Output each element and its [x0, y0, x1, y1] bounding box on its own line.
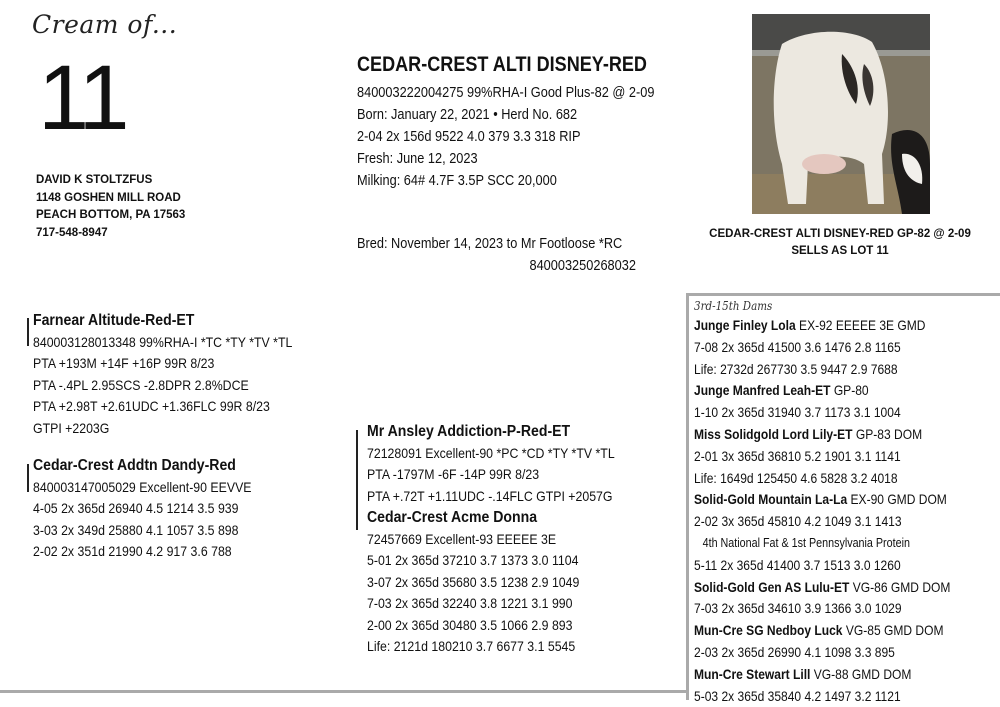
- sire-name: Farnear Altitude-Red-ET: [33, 312, 195, 329]
- granddam-line: 5-01 2x 365d 37210 3.7 1373 3.0 1104: [367, 552, 579, 568]
- bred-sire-id: 840003250268032: [529, 258, 636, 274]
- granddam-line: Life: 2121d 180210 3.7 6677 3.1 5545: [367, 638, 576, 654]
- pedigree-left: [33, 310, 328, 563]
- dam-entry-score: VG-85 GMD DOM: [842, 622, 944, 639]
- spacer: [33, 439, 292, 455]
- sire-line: PTA -.4PL 2.95SCS -2.8DPR 2.8%DCE: [33, 376, 249, 393]
- bred-line: Bred: November 14, 2023 to Mr Footloose *RC: [357, 236, 623, 252]
- animal-name: CEDAR-CREST ALTI DISNEY-RED: [357, 53, 647, 76]
- granddam-line: 2-00 2x 365d 30480 3.5 1066 2.9 893: [367, 616, 573, 633]
- photo-caption-title: CEDAR-CREST ALTI DISNEY-RED GP-82 @ 2-09: [709, 228, 971, 240]
- cow-photo: [752, 14, 930, 214]
- dam-entry-name: [694, 489, 950, 511]
- animal-born: Born: January 22, 2021 • Herd No. 682: [357, 107, 578, 123]
- animal-milking: Milking: 64# 4.7F 3.5P SCC 20,000: [357, 173, 557, 189]
- dam-entry-line: Life: 2732d 267730 3.5 9447 2.9 7688: [694, 360, 898, 377]
- dam-line: 4-05 2x 365d 26940 4.5 1214 3.5 939: [33, 500, 239, 516]
- dams-list: [694, 297, 992, 707]
- pedigree-middle: [367, 421, 648, 658]
- dam-entry-score: EX-92 EEEEE 3E GMD: [795, 317, 926, 333]
- dam-entry-line: 5-03 2x 365d 35840 4.2 1497 3.2 1121: [694, 687, 901, 704]
- animal-details: [357, 82, 695, 192]
- animal-registration: 840003222004275 99%RHA-I Good Plus-82 @ 2-09: [357, 85, 655, 101]
- mgs-line: PTA -1797M -6F -14P 99R 8/23: [367, 466, 540, 482]
- granddam-line: 7-03 2x 365d 32240 3.8 1221 3.1 990: [367, 595, 573, 611]
- bottom-divider: [0, 690, 686, 693]
- dam-entry-score: EX-90 GMD DOM: [847, 491, 947, 508]
- dam-entry-line: 5-11 2x 365d 41400 3.7 1513 3.0 1260: [694, 556, 901, 573]
- dam-entry-name: [694, 315, 950, 337]
- dam-name: Cedar-Crest Addtn Dandy-Red: [33, 457, 236, 474]
- cow-photo-graphic: [752, 14, 930, 214]
- sire-line: 840003128013348 99%RHA-I *TC *TY *TV *TL: [33, 333, 293, 350]
- mgs-name: Mr Ansley Addiction-P-Red-ET: [367, 423, 571, 440]
- dam-entry-line: 7-08 2x 365d 41500 3.6 1476 2.8 1165: [694, 338, 901, 355]
- animal-record: 2-04 2x 156d 9522 4.0 379 3.3 318 RIP: [357, 129, 581, 145]
- sire-line: PTA +193M +14F +16P 99R 8/23: [33, 355, 215, 371]
- dam-entry-line: 2-01 3x 365d 36810 5.2 1901 3.1 1141: [694, 447, 901, 464]
- dam-entry-score: VG-86 GMD DOM: [849, 578, 951, 595]
- dam-entry-line: 2-02 3x 365d 45810 4.2 1049 3.1 1413: [694, 513, 902, 530]
- dam-entry-name: [694, 424, 950, 446]
- dam-entry-name: [694, 577, 950, 599]
- dam-line: 2-02 2x 351d 21990 4.2 917 3.6 788: [33, 543, 232, 559]
- consignor-phone: 717-548-8947: [36, 226, 108, 239]
- dam-entry-award: 4th National Fat & 1st Pennsylvania Protein: [702, 535, 910, 550]
- mgs-line: 72128091 Excellent-90 *PC *CD *TY *TV *TL: [367, 444, 615, 461]
- sire-line: GTPI +2203G: [33, 419, 110, 436]
- dam-entry-score: GP-80: [830, 382, 869, 399]
- consignor-address: 1148 GOSHEN MILL ROAD: [36, 191, 181, 204]
- dam-line: 840003147005029 Excellent-90 EEVVE: [33, 478, 252, 495]
- dam-line: 3-03 2x 349d 25880 4.1 1057 3.5 898: [33, 521, 239, 538]
- granddam-name: Cedar-Crest Acme Donna: [367, 509, 538, 526]
- dam-entry-score: GP-83 DOM: [852, 425, 923, 442]
- mgs-bracket: [356, 430, 358, 530]
- dam-entry-title: Mun-Cre SG Nedboy Luck: [694, 622, 843, 639]
- mgs-line: PTA +.72T +1.11UDC -.14FLC GTPI +2057G: [367, 487, 613, 504]
- dam-entry-title: Mun-Cre Stewart Lill: [694, 665, 811, 682]
- sire-line: PTA +2.98T +2.61UDC +1.36FLC 99R 8/23: [33, 398, 270, 414]
- dam-entry-score: VG-88 GMD DOM: [810, 665, 912, 682]
- lot-number: 11: [38, 47, 126, 149]
- dams-header: 3rd-15th Dams: [694, 299, 773, 313]
- dam-entry-title: Junge Finley Lola: [694, 317, 796, 333]
- photo-caption: [700, 226, 980, 260]
- granddam-line: 3-07 2x 365d 35680 3.5 1238 2.9 1049: [367, 573, 580, 590]
- dam-entry-name: [694, 620, 950, 642]
- dam-entry-line: 1-10 2x 365d 31940 3.7 1173 3.1 1004: [694, 404, 901, 421]
- dam-entry-title: Solid-Gold Gen AS Lulu-ET: [694, 578, 850, 595]
- granddam-line: 72457669 Excellent-93 EEEEE 3E: [367, 530, 557, 547]
- sire-bracket: [27, 318, 29, 346]
- consignor-city: PEACH BOTTOM, PA 17563: [36, 209, 186, 221]
- dam-entry-name: [694, 380, 950, 402]
- dam-bracket: [27, 464, 29, 492]
- dam-entry-name: [694, 664, 950, 686]
- dam-entry-title: Solid-Gold Mountain La-La: [694, 491, 848, 508]
- bred-info: [357, 233, 674, 277]
- series-title: Cream of...: [32, 10, 178, 39]
- consignor-name: DAVID K STOLTZFUS: [36, 174, 153, 186]
- dam-entry-title: Miss Solidgold Lord Lily-ET: [694, 425, 853, 442]
- dam-entry-line: Life: 1649d 125450 4.6 5828 3.2 4018: [694, 469, 898, 486]
- photo-caption-lot: SELLS AS LOT 11: [791, 245, 889, 257]
- dam-entry-line: 7-03 2x 365d 34610 3.9 1366 3.0 1029: [694, 600, 902, 617]
- dam-entry-title: Junge Manfred Leah-ET: [694, 382, 831, 399]
- animal-fresh: Fresh: June 12, 2023: [357, 151, 478, 167]
- dam-entry-line: 2-03 2x 365d 26990 4.1 1098 3.3 895: [694, 643, 895, 660]
- consignor-block: [36, 172, 185, 242]
